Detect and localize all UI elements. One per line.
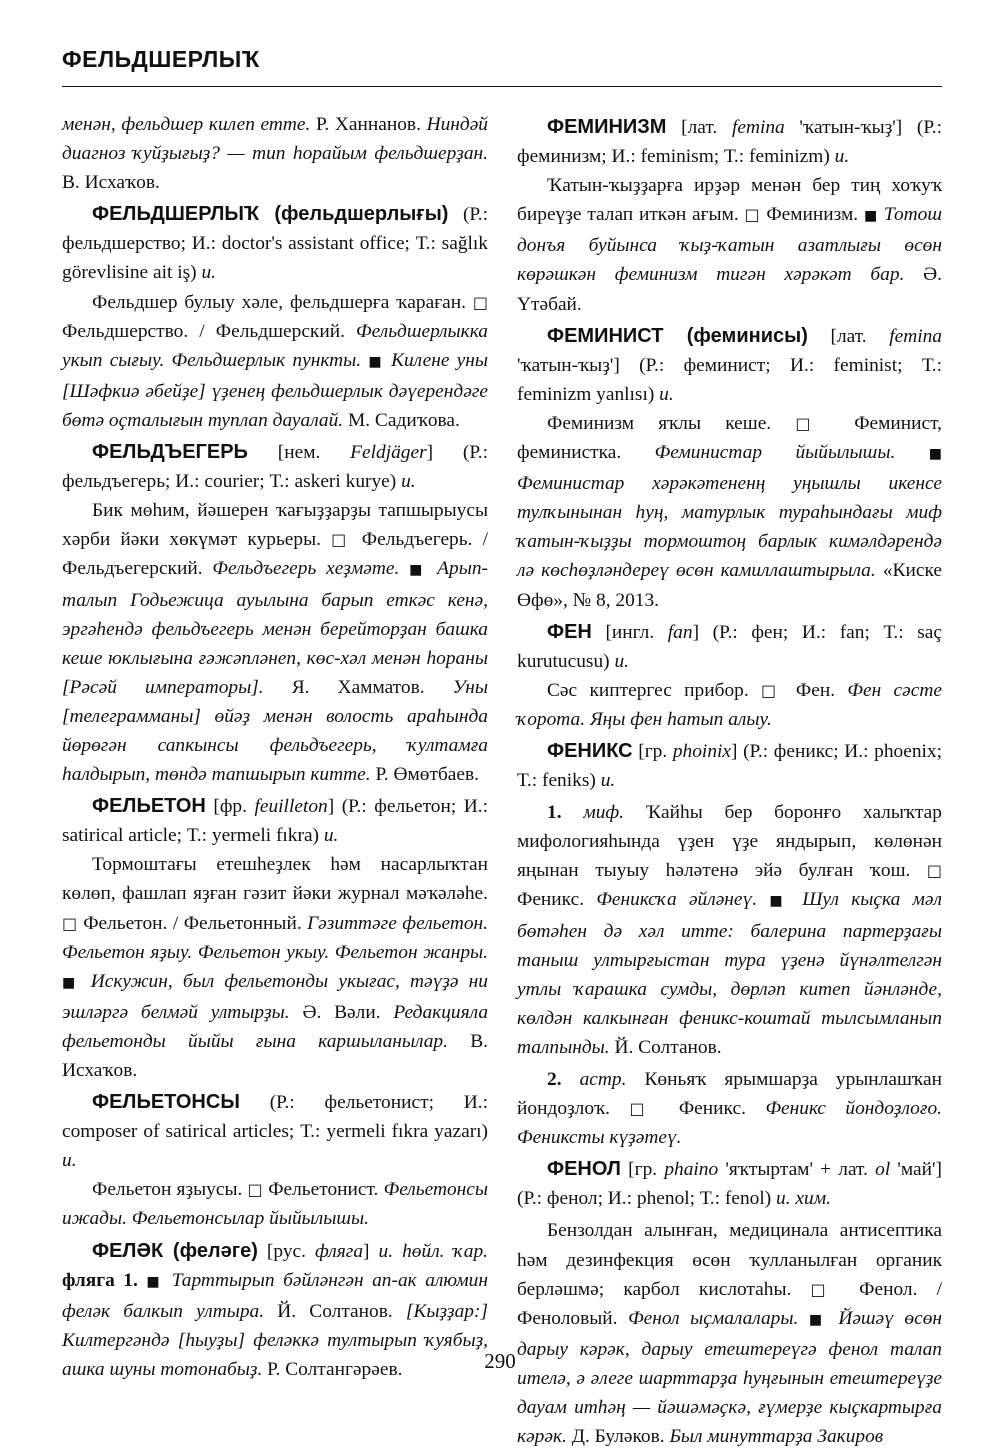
text-run: Р. Ханнанов. xyxy=(310,114,427,135)
example-marker-square-icon: ■ xyxy=(62,974,81,991)
entry-fen-head xyxy=(517,618,942,676)
text-run: Р. Солтангәрәев. xyxy=(262,1358,403,1380)
italic-text: Фениксҡа әйләнеү. xyxy=(596,889,758,911)
text-run: Р. Өмөтбаев. xyxy=(370,764,480,786)
text-run xyxy=(798,1308,809,1329)
italic-text: Уны [телеграмманы] өйәҙ менән волость араһында йөрөгән сапкынсы фельдъегерь, ҡултамға һалдырып, төндә тапшырып китте. xyxy=(62,676,488,786)
text-run xyxy=(895,442,928,463)
headword: ФЕЛЬЕТОНСЫ xyxy=(92,1091,240,1114)
headword: ФЕМИНИСТ (феминисы) xyxy=(547,324,808,347)
italic-text: Килене уны [Шәфкиә әбейҙе] үҙенең фельдшерлык дәүерендәге бөтә оҫталығын туплап дауалай. xyxy=(62,349,488,431)
text-run: Көньяҡ ярымшарҙа урынлашҡан йондоҙлоҡ. xyxy=(517,1069,942,1120)
entry-feniks-sense-2 xyxy=(517,1065,942,1152)
italic-text: Шул кыҫка мәл бөтәһен дә хәл итте: балерина партерҙағы таныш ултырғыстан тура үҙенә йүнәлтелгән утлы ҡарашка сумды, дөрләп китеп йәнләнде, көлдән калкынған феникс-коштай тылсымланып талпынды. xyxy=(517,889,942,1058)
headword: ФЕЛЬДЪЕГЕРЬ xyxy=(92,441,248,464)
right-column xyxy=(517,110,942,1451)
example-marker-square-icon: ■ xyxy=(808,1311,828,1328)
cross-reference-square-icon: □ xyxy=(810,1279,840,1299)
italic-text: Арып-талып Годьежица ауылына барып еткәс кенә, эргәһендә фельдъегерь менән берейторҙан башка кеше юклығына ғәжәпләнеп, көс-хәл менән һораны [Рәсәй императоры]. xyxy=(62,558,488,698)
italic-text: Феминистар хәрәкәтененң уңышлы икенсе тулҡынынан һуң, матурлык турaһындағы миф ҡатын-ҡыҙҙы тормоштоң барлык кимәлдәрендә лә көсһөҙләндереү өсөн камиллаштырыла. xyxy=(517,473,942,582)
entry-feleton-head xyxy=(62,792,488,850)
italic-text: Был минуттарҙа Закиров xyxy=(669,1426,884,1448)
example-marker-square-icon: ■ xyxy=(863,208,879,225)
italic-text: ol xyxy=(875,1159,891,1181)
text-run: Ә. Вәли. xyxy=(289,1001,394,1023)
italic-text: миф. xyxy=(583,802,625,824)
entry-feldyeger-head xyxy=(62,438,488,496)
cross-reference-square-icon: □ xyxy=(761,680,784,700)
text-run xyxy=(427,558,437,579)
italic-text: Гәзиттәге фельетон. Фельетон яҙыу. Фельетон укыу. Фельетон жанры. xyxy=(62,912,488,963)
example-marker-square-icon: ■ xyxy=(928,446,942,463)
text-run: Й. Солтанов. xyxy=(264,1300,406,1322)
text-run: 'яҡтыртам' + лат. xyxy=(718,1159,876,1181)
italic-text: и. xyxy=(201,262,217,284)
cross-reference-square-icon: □ xyxy=(62,913,78,933)
italic-text: [Кыҙҙар:] Килтергәндә [һыуҙы] феләккә тултырып ҡуябыҙ, ашка шуны тотонабыҙ. xyxy=(62,1300,488,1380)
text-run: Феминист, феминистка. xyxy=(517,412,942,464)
headword: ФЕМИНИЗМ xyxy=(547,116,667,138)
text-run xyxy=(81,971,91,992)
entry-fen-definition xyxy=(517,676,942,734)
text-run: фляга 1. xyxy=(62,1269,138,1291)
italic-text: и. xyxy=(600,770,616,792)
text-run: [нем. xyxy=(247,442,351,464)
page-number: 290 xyxy=(484,1349,516,1373)
entry-feldsherlyk-definition xyxy=(62,288,488,435)
text-run: [ингл. xyxy=(591,621,668,643)
italic-text: менән, фельдшер килеп етте. xyxy=(62,114,311,135)
headword: ФЕН xyxy=(547,620,592,643)
headword: ФЕЛЬЕТОН xyxy=(92,795,206,818)
example-marker-square-icon: ■ xyxy=(146,1273,164,1290)
text-run: Сәс киптергес прибор. xyxy=(547,679,762,701)
header-rule xyxy=(62,86,942,87)
left-column xyxy=(62,110,488,1384)
text-run: Фенол. / Феноловый. xyxy=(517,1278,942,1329)
text-run: ] (Р.: феникс; И.: phoenix; Т.: feniks) xyxy=(517,740,942,792)
text-run: [фр. xyxy=(205,796,255,818)
italic-text: Фельдъегерь хеҙмәте. xyxy=(212,558,400,580)
italic-text: астр. xyxy=(579,1069,627,1090)
italic-text: phaino xyxy=(664,1159,719,1181)
text-run: [рус. xyxy=(257,1240,316,1262)
italic-text: фляга xyxy=(315,1240,364,1262)
italic-text: и. xyxy=(323,825,339,847)
cross-reference-square-icon: □ xyxy=(744,205,761,225)
italic-text: Фенол ыҫмалалары. xyxy=(628,1307,799,1329)
text-run xyxy=(562,802,584,823)
entry-feniks-sense-1 xyxy=(517,798,942,1062)
italic-text: и. xyxy=(401,471,416,493)
text-run: [лат. xyxy=(807,325,890,347)
italic-text: Феминистар йыйылышы. xyxy=(654,442,896,464)
headword: ФЕНИКС xyxy=(547,739,633,762)
text-run: Фельдшер булыу хәле, фельдшерға ҡараған. xyxy=(92,291,473,313)
entry-fenol-definition xyxy=(517,1216,942,1451)
entry-feminism-definition xyxy=(517,171,942,318)
text-run: Фельетонист. xyxy=(263,1179,384,1201)
entry-continuation xyxy=(62,110,488,197)
text-run: Ә. Үтәбай. xyxy=(517,264,942,315)
text-run: Я. Хамматов. xyxy=(263,676,453,698)
text-run xyxy=(562,1069,580,1090)
example-marker-square-icon: ■ xyxy=(368,353,384,370)
text-run: Фельетон. / Фельетонный. xyxy=(77,912,308,934)
example-marker-square-icon: ■ xyxy=(409,562,428,579)
text-run: Фельетон яҙыусы. xyxy=(92,1179,248,1201)
text-run: 2. xyxy=(547,1069,562,1090)
italic-text: femina xyxy=(889,325,942,347)
italic-text: femina xyxy=(731,117,785,138)
italic-text: phoinix xyxy=(672,740,732,762)
text-run: 'ҡатын-ҡыҙ'] (Р.: феминизм; И.: feminism; Т.: feminizm) xyxy=(517,117,942,168)
text-run: Фельдъегерь. / Фельдъегерский. xyxy=(62,529,489,580)
text-run: ] (Р.: фен; И.: fan; Т.: saç kurutucusu) xyxy=(517,621,942,672)
entry-feleton-definition xyxy=(62,850,488,1085)
italic-text: Тарттырып бәйләнгән ап-ак алюмин феләк балкып ултыра. xyxy=(62,1269,488,1322)
cross-reference-square-icon: □ xyxy=(795,413,830,433)
italic-text: и. xyxy=(614,650,630,672)
text-run xyxy=(163,1270,172,1291)
italic-text: Feldjäger xyxy=(350,442,427,464)
italic-text: Искужин, был фельетонды укығас, тәүҙә ни эшләргә белмәй ултырҙы. xyxy=(62,970,488,1023)
text-run: Ҡайһы бер боронғо халыҡтар мифологияһында үҙен үҙе яндырып, көлөнән яңынан тыуыу һәләтенә эйә булған ҡош. xyxy=(517,802,942,882)
text-run: Феникс. xyxy=(517,889,597,911)
entry-feldsherlyk-head xyxy=(62,200,488,287)
text-run: В. Исхаҡов. xyxy=(62,1030,488,1081)
text-run: ] (Р.: фельдъегерь; И.: courier; Т.: askeri kurye) xyxy=(62,442,488,493)
text-run: ] (Р.: фельетон; И.: satirical article; Т.: yermeli fıkra) xyxy=(62,796,488,847)
text-run xyxy=(757,889,769,910)
text-run: Фен. xyxy=(783,679,848,701)
cross-reference-square-icon: □ xyxy=(629,1099,660,1119)
text-run: Феникс. xyxy=(659,1098,766,1120)
italic-text: Йәшәү өсөн дарыу кәрәк, дарыу етештереүгә фенол талап ителә, ә әлеге шарттарҙа һуңғынын етештереүҙе дауам итһәң — йәшәмәҫкә, ғүмерҙе кыҫкартырға кәрәк. xyxy=(517,1307,943,1448)
text-run: «Киске Өфө», № 8, 2013. xyxy=(517,560,942,611)
italic-text: Фельетонсы ижады. Фельетонсылар йыйылышы. xyxy=(62,1179,488,1230)
italic-text: и. хим. xyxy=(776,1188,831,1210)
italic-text: Редакцияла фельетонды йыйы ғына каршыланылар. xyxy=(62,1001,489,1052)
italic-text: и. xyxy=(62,1150,77,1172)
cross-reference-square-icon: □ xyxy=(331,530,352,550)
entry-feminist-head xyxy=(517,322,942,409)
italic-text: Фен сәсте ҡорота. Яңы фен һатып алыу. xyxy=(517,679,942,730)
italic-text: Феникс йондоҙлоғо. Фениксты күҙәтеү. xyxy=(517,1098,942,1149)
text-run: [лат. xyxy=(666,117,732,138)
italic-text: fan xyxy=(667,621,693,643)
headword: ФЕЛЬДШЕРЛЫҠ (фельдшерлығы) xyxy=(92,203,449,226)
text-run xyxy=(790,889,802,910)
italic-text: и. xyxy=(659,383,674,405)
text-run: Д. Буләков. xyxy=(566,1426,670,1448)
text-run: В. Исхаҡов. xyxy=(62,172,160,194)
text-run: Й. Солтанов. xyxy=(609,1036,722,1058)
italic-text: Фельдшерлыкка укып сығыу. Фельдшерлык пункты. xyxy=(62,320,488,371)
text-run: [гр. xyxy=(620,1159,665,1181)
entry-feletonsy-head xyxy=(62,1088,488,1175)
entry-feletonsy-definition xyxy=(62,1175,488,1233)
text-run: ] xyxy=(363,1240,379,1262)
text-run: Бензолдан алынған, медицинала антисептика һәм дезинфекция өсөн ҡулланылған органик берләшмә; карбол кислотаһы. xyxy=(517,1220,942,1300)
text-run: Феминизм. xyxy=(760,204,864,226)
italic-text: и. xyxy=(834,146,850,168)
text-run: [гр. xyxy=(632,740,673,762)
entry-feminism-head xyxy=(517,113,942,171)
text-run xyxy=(384,350,391,371)
entry-feminist-definition xyxy=(517,409,942,615)
text-run xyxy=(828,1308,839,1329)
entry-feniks-head xyxy=(517,737,942,795)
text-run: 'май'] (Р.: фенол; И.: phenol; Т.: fenol) xyxy=(517,1159,942,1210)
cross-reference-square-icon: □ xyxy=(926,861,942,881)
cross-reference-square-icon: □ xyxy=(472,292,488,312)
text-run: 1. xyxy=(547,802,562,824)
text-run: 'ҡатын-ҡыҙ'] (Р.: феминист; И.: feminist; Т.: feminizm yanlısı) xyxy=(517,354,942,405)
running-head: ФЕЛЬДШЕРЛЫҠ xyxy=(62,46,260,72)
text-run: Ҡатын-ҡыҙҙарға ирҙәр менән бер тиң хоҡуҡ биреүҙе талап иткән ағым. xyxy=(517,175,942,226)
text-run: М. Садиҡова. xyxy=(343,409,460,431)
text-run: Бик мөһим, йәшерен ҡағыҙҙарҙы тапшырыусы хәрби йәки хөкүмәт курьеры. xyxy=(62,500,488,551)
text-run: Тормоштағы етешһеҙлек һәм насарлыҡтан көлөп, фашлап яҙған гәзит йәки журнал мәҡәләһе. xyxy=(62,854,488,905)
text-run: (Р.: фельдшерство; И.: doctor's assistant office; Т.: sağlık görevlisine ait iş) xyxy=(62,204,489,284)
cross-reference-square-icon: □ xyxy=(247,1180,263,1200)
italic-text: Ниндәй диагноз ҡуйҙығыҙ? — тип һорайым фельдшерҙан. xyxy=(62,114,488,165)
headword: ФЕНОЛ xyxy=(547,1158,621,1181)
text-run: Феминизм яҡлы кеше. xyxy=(547,412,796,434)
example-marker-square-icon: ■ xyxy=(769,893,790,910)
italic-text: и. һөйл. ҡар. xyxy=(378,1240,488,1262)
italic-text: Тотош донъя буйынса ҡыҙ-ҡатын азатлығы өсөн көрәшкән феминизм тигән хәрәкәт бар. xyxy=(517,204,943,286)
italic-text: feuilleton xyxy=(254,796,328,818)
entry-feldyeger-definition xyxy=(62,496,488,789)
entry-fenol-head xyxy=(517,1155,942,1213)
headword: ФЕЛӘК (феләге) xyxy=(92,1239,258,1262)
text-run xyxy=(399,558,409,579)
text-run: (Р.: фельетонист; И.: composer of satirical articles; Т.: yermeli fıkra yazarı) xyxy=(62,1092,488,1143)
text-run: Фельдшерство. / Фельдшерский. xyxy=(62,320,357,342)
